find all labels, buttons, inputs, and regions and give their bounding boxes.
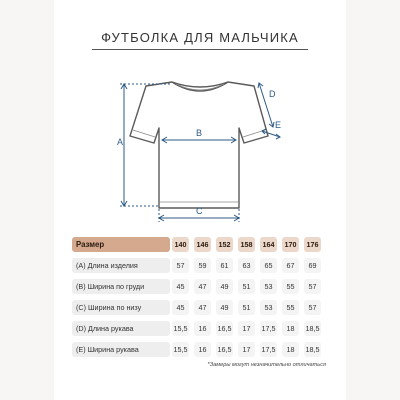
value-cell: 18,5 [304,342,321,357]
row-label: (B) Ширина по груди [72,279,170,294]
value-cell: 69 [304,258,321,273]
dimension-label-b: B [196,128,203,138]
table-row [72,278,328,296]
value-cell: 16 [194,342,211,357]
page-title: ФУТБОЛКА ДЛЯ МАЛЬЧИКА [101,30,299,45]
value-cell: 17,5 [260,321,277,336]
size-cell: 152 [216,237,233,252]
table-row [72,340,328,358]
dimension-label-e: E [275,120,282,130]
value-cell: 18 [282,342,299,357]
value-cell: 17,5 [260,342,277,357]
value-cell: 49 [216,279,233,294]
tshirt-diagram [54,0,346,230]
size-table [72,236,328,361]
value-cell: 17 [238,321,255,336]
size-cell: 146 [194,237,211,252]
size-cell: 158 [238,237,255,252]
value-cell: 17 [238,342,255,357]
value-cell: 16,5 [216,342,233,357]
size-cell: 164 [260,237,277,252]
value-cell: 53 [260,300,277,315]
dimension-label-a: A [117,137,124,147]
tshirt-outline [130,82,268,208]
dimension-label-d: D [269,89,276,99]
value-cell: 63 [238,258,255,273]
value-cell: 61 [216,258,233,273]
value-cell: 18,5 [304,321,321,336]
value-cell: 53 [260,279,277,294]
value-cell: 45 [172,300,189,315]
table-row [72,257,328,275]
measurement-note: *Замеры могут незначительно отличаться [207,362,326,368]
table-header-row [72,236,328,254]
value-cell: 45 [172,279,189,294]
size-cell: 176 [304,237,321,252]
table-row [72,320,328,338]
table-row [72,299,328,317]
value-cell: 65 [260,258,277,273]
value-cell: 57 [304,300,321,315]
value-cell: 51 [238,279,255,294]
value-cell: 47 [194,279,211,294]
row-label: (C) Ширина по низу [72,300,170,315]
row-label: (A) Длина изделия [72,258,170,273]
value-cell: 57 [304,279,321,294]
value-cell: 18 [282,321,299,336]
size-cell: 170 [282,237,299,252]
size-header-cells [172,237,321,252]
value-cell: 15,5 [172,321,189,336]
value-cell: 59 [194,258,211,273]
row-label: (E) Ширина рукава [72,342,170,357]
value-cell: 47 [194,300,211,315]
value-cell: 49 [216,300,233,315]
value-cell: 55 [282,279,299,294]
value-cell: 16,5 [216,321,233,336]
dimension-label-c: C [196,206,203,216]
header-label: Размер [72,237,170,252]
value-cell: 15,5 [172,342,189,357]
size-chart-card [54,0,346,400]
value-cell: 51 [238,300,255,315]
value-cell: 67 [282,258,299,273]
size-cell: 140 [172,237,189,252]
row-label: (D) Длина рукава [72,321,170,336]
value-cell: 55 [282,300,299,315]
value-cell: 57 [172,258,189,273]
value-cell: 16 [194,321,211,336]
